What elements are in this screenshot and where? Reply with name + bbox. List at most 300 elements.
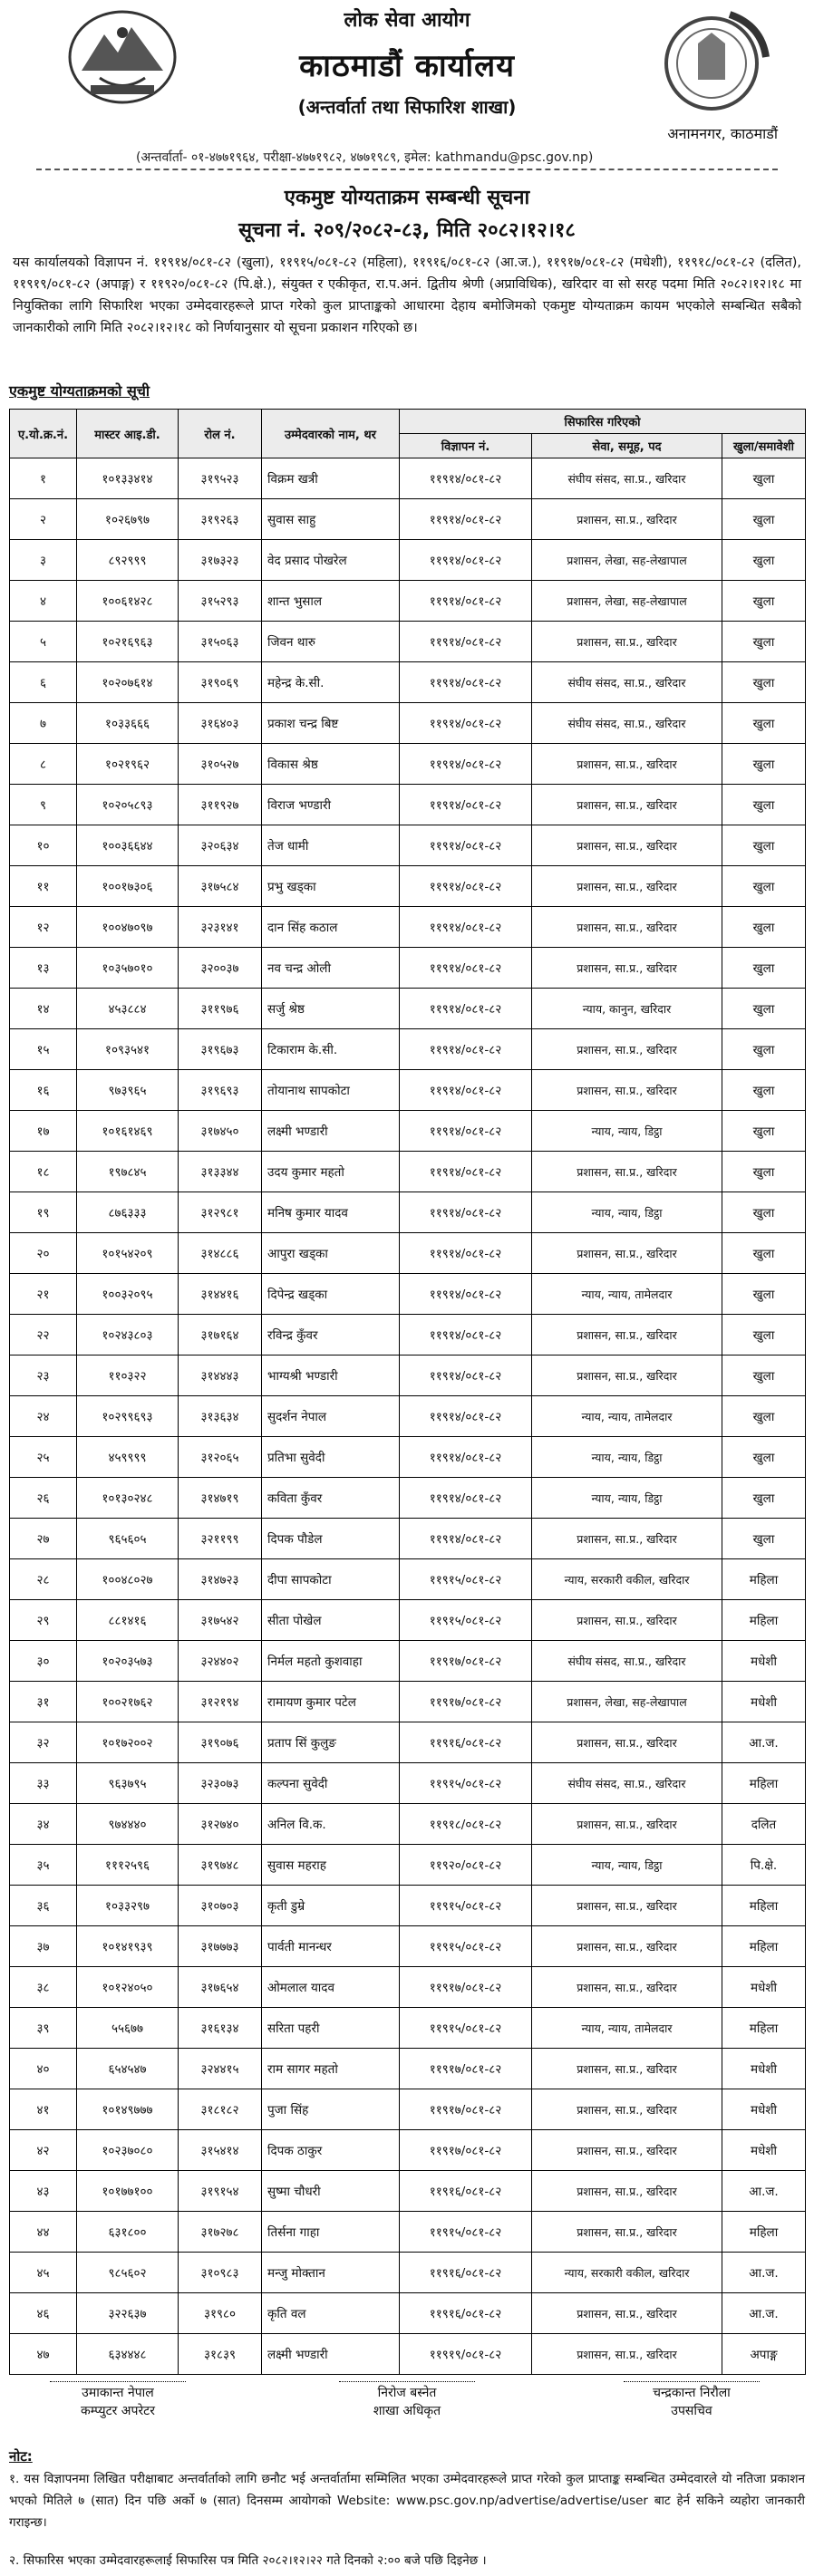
merit-list-body [10,458,806,2375]
cell-master-id: १०२९९६९३ [77,1396,179,1437]
cell-adv: ११९१४/०८१-८२ [400,1192,532,1233]
cell-group: खुला [722,785,806,825]
table-row [10,1070,806,1111]
signature-line [50,2381,186,2382]
cell-master-id: ११०३२२ [77,1356,179,1396]
cell-name: वेद प्रसाद पोखरेल [262,540,400,581]
cell-service: प्रशासन, सा.प्र., खरिदार [532,2130,722,2171]
signatory-name: उमाकान्त नेपाल [82,2386,154,2400]
cell-group: खुला [722,499,806,540]
cell-adv: ११९१४/०८१-८२ [400,825,532,866]
cell-service: संघीय संसद, सा.प्र., खरिदार [532,1763,722,1804]
cell-sn: ९ [10,785,77,825]
cell-service: प्रशासन, सा.प्र., खरिदार [532,2293,722,2334]
cell-group: महिला [722,1600,806,1641]
cell-roll: ३२३०७३ [179,1763,262,1804]
table-row [10,1029,806,1070]
cell-group: आ.ज. [722,2171,806,2212]
table-row [10,458,806,499]
table-row [10,622,806,662]
cell-name: विक्रम खत्री [262,458,400,499]
table-row [10,1600,806,1641]
cell-name: राम सागर महतो [262,2049,400,2089]
cell-group: खुला [722,458,806,499]
cell-roll: ३१५२९३ [179,581,262,622]
cell-group: खुला [722,1233,806,1274]
cell-group: खुला [722,622,806,662]
cell-adv: ११९२०/०८१-८२ [400,1845,532,1886]
cell-name: रामायण कुमार पटेल [262,1682,400,1722]
list-heading: एकमुष्ट योग्यताक्रमको सूची [9,382,150,400]
cell-sn: १५ [10,1029,77,1070]
table-row [10,1478,806,1519]
cell-sn: ५ [10,622,77,662]
cell-name: प्रतिभा सुवेदी [262,1437,400,1478]
cell-group: खुला [722,1437,806,1478]
cell-group: मधेशी [722,1967,806,2008]
cell-service: न्याय, सरकारी वकील, खरिदार [532,2253,722,2293]
cell-service: प्रशासन, सा.प्र., खरिदार [532,1967,722,2008]
cell-sn: १६ [10,1070,77,1111]
signature-block-undersecretary [606,2381,778,2420]
table-row [10,907,806,948]
cell-roll: ३१४४१६ [179,1274,262,1315]
cell-service: न्याय, न्याय, तामेलदार [532,2008,722,2049]
cell-adv: ११९१४/०८१-८२ [400,989,532,1029]
signatory-name: निरोज बस्नेत [377,2386,437,2400]
cell-service: प्रशासन, सा.प्र., खरिदार [532,1804,722,1845]
cell-sn: ३१ [10,1682,77,1722]
cell-adv: ११९१४/०८१-८२ [400,1315,532,1356]
cell-adv: ११९१४/०८१-८२ [400,1152,532,1192]
cell-group: खुला [722,907,806,948]
table-row [10,540,806,581]
cell-group: मधेशी [722,1682,806,1722]
cell-service: प्रशासन, सा.प्र., खरिदार [532,1029,722,1070]
cell-service: न्याय, न्याय, तामेलदार [532,1396,722,1437]
cell-adv: ११९१६/०८१-८२ [400,2171,532,2212]
cell-name: तिर्सना गाहा [262,2212,400,2253]
cell-name: निर्मल महतो कुशवाहा [262,1641,400,1682]
cell-group: पि.क्षे. [722,1845,806,1886]
cell-service: न्याय, न्याय, डिट्ठा [532,1478,722,1519]
cell-service: प्रशासन, सा.प्र., खरिदार [532,1600,722,1641]
cell-roll: ३२११९९ [179,1519,262,1559]
cell-service: प्रशासन, सा.प्र., खरिदार [532,866,722,907]
cell-adv: ११९१४/०८१-८२ [400,785,532,825]
cell-group: खुला [722,1396,806,1437]
cell-master-id: १००४७०९७ [77,907,179,948]
cell-master-id: १०१६१४६९ [77,1111,179,1152]
cell-adv: ११९१७/०८१-८२ [400,2089,532,2130]
cell-adv: ११९१४/०८१-८२ [400,1478,532,1519]
table-row [10,989,806,1029]
notice-body: यस कार्यालयको विज्ञापन नं. ११९१४/०८१-८२ (खुला), ११९१५/०८१-८२ (महिला), ११९१६/०८१-८२ (आ.ज.), ११९१७/०८१-८२ (मधेशी), ११९१८/०८१-८२ (दलित), ११९१९/०८१-८२ (अपाङ्ग) र ११९२०/०८१-८२ (पि.क्षे.), संयुक्त र एकीकृत, रा.प.अनं. द्वितीय श्रेणी (अप्राविधिक), खरिदार वा सो सरह पदमा मिति २०८२।१२।१८ मा नियुक्तिका लागि सिफारिश भएका उम्मेदवारहरूले प्राप्त गरेको कुल प्राप्ताङ्कको आधारमा देहाय बमोजिमको एकमुष्ट योग्यताक्रम कायम भएकोले सम्बन्धित सबैको जानकारीको लागि मिति २०८२।१२।१८ को निर्णयानुसार यो सूचना प्रकाशन गरिएको छ। [13,256,801,335]
cell-roll: ३१४७२३ [179,1559,262,1600]
cell-group: महिला [722,1559,806,1600]
cell-adv: ११९१५/०८१-८२ [400,1926,532,1967]
cell-roll: ३१७५८४ [179,866,262,907]
cell-group: खुला [722,1315,806,1356]
cell-roll: ३२०६३४ [179,825,262,866]
table-row [10,1722,806,1763]
cell-service: प्रशासन, लेखा, सह-लेखापाल [532,581,722,622]
cell-master-id: ६३४४४८ [77,2334,179,2375]
cell-service: न्याय, न्याय, डिट्ठा [532,1192,722,1233]
cell-service: प्रशासन, सा.प्र., खरिदार [532,1315,722,1356]
cell-name: सुष्मा चौधरी [262,2171,400,2212]
col-header-adv: विज्ञापन नं. [400,434,532,458]
cell-sn: ३८ [10,1967,77,2008]
cell-sn: १० [10,825,77,866]
cell-name: प्रकाश चन्द्र बिष्ट [262,703,400,744]
cell-master-id: ६३१८०० [77,2212,179,2253]
cell-sn: २४ [10,1396,77,1437]
cell-name: उदय कुमार महतो [262,1152,400,1192]
cell-master-id: १०१७२००२ [77,1722,179,1763]
cell-group: खुला [722,1274,806,1315]
cell-group: महिला [722,2008,806,2049]
cell-group: खुला [722,1070,806,1111]
cell-master-id: १०१४९७७७ [77,2089,179,2130]
cell-adv: ११९१४/०८१-८२ [400,1070,532,1111]
cell-sn: ४ [10,581,77,622]
cell-master-id: १००६१४२८ [77,581,179,622]
cell-adv: ११९१७/०८१-८२ [400,1967,532,2008]
col-header-service: सेवा, समूह, पद [532,434,722,458]
cell-roll: ३१५०६३ [179,622,262,662]
table-row [10,1274,806,1315]
cell-master-id: १०१३०२४८ [77,1478,179,1519]
merit-list-table [9,409,806,2375]
cell-group: महिला [722,1926,806,1967]
cell-master-id: ५५६७७ [77,2008,179,2049]
table-row [10,581,806,622]
table-row [10,1152,806,1192]
cell-sn: १३ [10,948,77,989]
cell-adv: ११९१६/०८१-८२ [400,2253,532,2293]
cell-sn: ६ [10,662,77,703]
cell-group: खुला [722,1356,806,1396]
cell-roll: ३१०५२७ [179,744,262,785]
cell-adv: ११९१४/०८१-८२ [400,581,532,622]
cell-name: कृती डुम्रे [262,1886,400,1926]
branch-name: (अन्तर्वार्ता तथा सिफारिश शाखा) [297,96,517,118]
cell-sn: ३७ [10,1926,77,1967]
col-header-name: उम्मेदवारको नाम, थर [262,410,400,458]
cell-roll: ३१२९८१ [179,1192,262,1233]
table-row [10,662,806,703]
cell-name: सुवास साहु [262,499,400,540]
cell-service: प्रशासन, सा.प्र., खरिदार [532,907,722,948]
cell-name: दिपेन्द्र खड्का [262,1274,400,1315]
cell-roll: ३१६४०३ [179,703,262,744]
cell-group: खुला [722,948,806,989]
cell-name: कल्पना सुवेदी [262,1763,400,1804]
signatory-title: कम्प्युटर अपरेटर [81,2404,155,2418]
cell-service: प्रशासन, सा.प्र., खरिदार [532,825,722,866]
cell-roll: ३१९२६३ [179,499,262,540]
cell-service: संघीय संसद, सा.प्र., खरिदार [532,703,722,744]
notice-number: सूचना नं. २०९/२०८२-८३, मिति २०८२।१२।१८ [238,219,576,242]
cell-master-id: १११२५९६ [77,1845,179,1886]
cell-group: मधेशी [722,1641,806,1682]
cell-master-id: ९७३९६५ [77,1070,179,1111]
cell-master-id: १०१३३४१४ [77,458,179,499]
cell-adv: ११९१७/०८१-८२ [400,1641,532,1682]
cell-name: तेज धामी [262,825,400,866]
table-row [10,1396,806,1437]
table-row [10,499,806,540]
psc-75-anniversary-logo-icon [644,7,780,116]
cell-roll: ३२३१४१ [179,907,262,948]
cell-group: खुला [722,744,806,785]
cell-service: प्रशासन, सा.प्र., खरिदार [532,2049,722,2089]
cell-service: संघीय संसद, सा.प्र., खरिदार [532,662,722,703]
cell-service: प्रशासन, सा.प्र., खरिदार [532,1519,722,1559]
cell-roll: ३१०७०३ [179,1886,262,1926]
table-row [10,1356,806,1396]
cell-name: रविन्द्र कुँवर [262,1315,400,1356]
office-name: काठमाडौं कार्यालय [299,48,515,84]
cell-adv: ११९१४/०८१-८२ [400,1396,532,1437]
table-row [10,785,806,825]
cell-sn: ११ [10,866,77,907]
cell-name: दिपक ठाकुर [262,2130,400,2171]
cell-master-id: १०२०७६१४ [77,662,179,703]
office-location: अनामनगर, काठमाडौं [667,125,778,142]
cell-roll: ३१९०६९ [179,662,262,703]
cell-adv: ११९१७/०८१-८२ [400,2130,532,2171]
cell-master-id: १०१७७१०० [77,2171,179,2212]
cell-roll: ३१९६९३ [179,1070,262,1111]
col-header-roll: रोल नं. [179,410,262,458]
cell-group: खुला [722,581,806,622]
cell-name: ओमलाल यादव [262,1967,400,2008]
cell-roll: ३१७७७३ [179,1926,262,1967]
table-row [10,866,806,907]
table-row [10,2212,806,2253]
cell-sn: १२ [10,907,77,948]
table-row [10,2293,806,2334]
cell-name: अनिल वि.क. [262,1804,400,1845]
cell-adv: ११९१५/०८१-८२ [400,1559,532,1600]
cell-adv: ११९१४/०८१-८२ [400,622,532,662]
note-1: १. यस विज्ञापनमा लिखित परीक्षाबाट अन्तर्वार्ताको लागि छनौट भई अन्तर्वार्तामा सम्मिलित भएका उम्मेदवारहरूले प्राप्त गरेको कुल प्राप्ताङ्क सम्बन्धित उम्मेदवारले यो नतिजा प्रकाशन भएको मितिले ७ (सात) दिन पछि अर्को ७ (सात) दिनसम्म आयोगको Website: www.psc.gov.np/advertise/advertise/user बाट हेर्न सकिने व्यहोरा जानकारी गराइन्छ। [9,2472,805,2530]
cell-service: प्रशासन, लेखा, सह-लेखापाल [532,540,722,581]
cell-sn: ४२ [10,2130,77,2171]
cell-adv: ११९१५/०८१-८२ [400,1600,532,1641]
col-header-master-id: मास्टर आइ.डी. [77,410,179,458]
cell-service: संघीय संसद, सा.प्र., खरिदार [532,1641,722,1682]
cell-sn: ७ [10,703,77,744]
header-divider [36,169,778,170]
cell-service: न्याय, न्याय, तामेलदार [532,1274,722,1315]
table-row [10,1315,806,1356]
cell-sn: २७ [10,1519,77,1559]
cell-sn: २२ [10,1315,77,1356]
cell-adv: ११९१४/०८१-८२ [400,499,532,540]
cell-service: प्रशासन, सा.प्र., खरिदार [532,2171,722,2212]
table-row [10,1682,806,1722]
cell-sn: २५ [10,1437,77,1478]
cell-name: लक्ष्मी भण्डारी [262,1111,400,1152]
cell-sn: १८ [10,1152,77,1192]
cell-master-id: ६५४५४७ [77,2049,179,2089]
cell-roll: ३१९१५४ [179,2171,262,2212]
note-2: २. सिफारिस भएका उम्मेदवारहरूलाई सिफारिस पत्र मिति २०८२।१२।२२ गते दिनको २:०० बजे पछि दिइनेछ । [9,2553,487,2568]
cell-group: खुला [722,1192,806,1233]
cell-group: खुला [722,1029,806,1070]
cell-master-id: १००१७३०६ [77,866,179,907]
cell-sn: ३२ [10,1722,77,1763]
cell-master-id: ८९२९९९ [77,540,179,581]
cell-master-id: ९६३७९५ [77,1763,179,1804]
cell-sn: १४ [10,989,77,1029]
notice-title: एकमुष्ट योग्यताक्रम सम्बन्धी सूचना [284,187,530,209]
cell-group: दलित [722,1804,806,1845]
cell-name: मन्जु मोक्तान [262,2253,400,2293]
cell-service: प्रशासन, सा.प्र., खरिदार [532,1926,722,1967]
cell-adv: ११९१६/०८१-८२ [400,1722,532,1763]
cell-sn: २६ [10,1478,77,1519]
signature-block-officer [325,2381,489,2420]
cell-name: सुदर्शन नेपाल [262,1396,400,1437]
cell-name: तोयानाथ सापकोटा [262,1070,400,1111]
cell-master-id: ४५९९९९ [77,1437,179,1478]
table-row [10,2089,806,2130]
cell-master-id: १०२०३५७३ [77,1641,179,1682]
cell-group: मधेशी [722,2130,806,2171]
cell-group: मधेशी [722,2049,806,2089]
table-row [10,1519,806,1559]
cell-adv: ११९१४/०८१-८२ [400,458,532,499]
cell-roll: ३१४७१९ [179,1478,262,1519]
table-row [10,948,806,989]
cell-adv: ११९१४/०८१-८२ [400,1274,532,1315]
cell-roll: ३१३३४४ [179,1152,262,1192]
cell-roll: ३१९५२३ [179,458,262,499]
col-header-sn: ए.यो.क्र.नं. [10,410,77,458]
cell-name: जिवन थारु [262,622,400,662]
table-row [10,1111,806,1152]
cell-sn: २० [10,1233,77,1274]
cell-adv: ११९१४/०८१-८२ [400,1519,532,1559]
cell-master-id: ८८१४१६ [77,1600,179,1641]
cell-group: खुला [722,989,806,1029]
cell-name: महेन्द्र के.सी. [262,662,400,703]
table-row [10,2334,806,2375]
table-row [10,1804,806,1845]
cell-service: संघीय संसद, सा.प्र., खरिदार [532,458,722,499]
cell-master-id: ९८५६०२ [77,2253,179,2293]
cell-sn: १७ [10,1111,77,1152]
notes-title: नोट: [9,2448,33,2465]
cell-name: प्रभु खड्का [262,866,400,907]
cell-adv: ११९१४/०८१-८२ [400,948,532,989]
cell-roll: ३११९२७ [179,785,262,825]
cell-service: प्रशासन, सा.प्र., खरिदार [532,1152,722,1192]
cell-master-id: ९६५६०५ [77,1519,179,1559]
cell-sn: ३६ [10,1886,77,1926]
cell-service: न्याय, न्याय, डिट्ठा [532,1437,722,1478]
cell-roll: ३१८१८२ [179,2089,262,2130]
cell-master-id: १०३३६६६ [77,703,179,744]
cell-sn: १९ [10,1192,77,1233]
table-row [10,2008,806,2049]
cell-service: प्रशासन, सा.प्र., खरिदार [532,622,722,662]
cell-adv: ११९१४/०८१-८२ [400,1356,532,1396]
cell-master-id: १०३५७०१० [77,948,179,989]
cell-adv: ११९१४/०८१-८२ [400,703,532,744]
cell-group: आ.ज. [722,2253,806,2293]
cell-roll: ३१७३२३ [179,540,262,581]
cell-group: खुला [722,1152,806,1192]
cell-adv: ११९१५/०८१-८२ [400,1763,532,1804]
table-row [10,1192,806,1233]
cell-sn: ४१ [10,2089,77,2130]
signatory-title: शाखा अधिकृत [373,2404,441,2418]
cell-group: मधेशी [722,2089,806,2130]
cell-sn: २८ [10,1559,77,1600]
cell-sn: २१ [10,1274,77,1315]
cell-roll: ३१०९८३ [179,2253,262,2293]
cell-roll: ३१६१३४ [179,2008,262,2049]
cell-group: खुला [722,540,806,581]
cell-master-id: ३२२६३७ [77,2293,179,2334]
cell-adv: ११९१७/०८१-८२ [400,2049,532,2089]
cell-roll: ३१२०६५ [179,1437,262,1478]
cell-roll: ३१२१९४ [179,1682,262,1722]
cell-sn: ३५ [10,1845,77,1886]
cell-name: लक्ष्मी भण्डारी [262,2334,400,2375]
cell-roll: ३१३६३४ [179,1396,262,1437]
table-row [10,1559,806,1600]
table-row [10,1967,806,2008]
cell-name: आपुरा खड्का [262,1233,400,1274]
cell-master-id: ९७४४४० [77,1804,179,1845]
cell-group: खुला [722,866,806,907]
cell-master-id: १०२०५८९३ [77,785,179,825]
cell-sn: ३ [10,540,77,581]
cell-sn: ४० [10,2049,77,2089]
cell-adv: ११९१९/०८१-८२ [400,2334,532,2375]
cell-group: महिला [722,1763,806,1804]
cell-roll: ३१७४५० [179,1111,262,1152]
table-row [10,2171,806,2212]
cell-master-id: १९७८४५ [77,1152,179,1192]
cell-roll: ३१९०७६ [179,1722,262,1763]
cell-adv: ११९१४/०८१-८२ [400,1111,532,1152]
cell-name: दान सिंह कठाल [262,907,400,948]
cell-roll: ३१९७४८ [179,1845,262,1886]
cell-adv: ११९१४/०८१-८२ [400,1233,532,1274]
cell-group: खुला [722,1111,806,1152]
cell-service: न्याय, न्याय, डिट्ठा [532,1111,722,1152]
cell-name: प्रताप सिं कुलुङ [262,1722,400,1763]
cell-master-id: १००४८०२७ [77,1559,179,1600]
table-row [10,744,806,785]
cell-name: सुवास महराह [262,1845,400,1886]
cell-service: प्रशासन, सा.प्र., खरिदार [532,1070,722,1111]
table-row [10,1233,806,1274]
cell-adv: ११९१४/०८१-८२ [400,1029,532,1070]
cell-roll: ३१७६५४ [179,1967,262,2008]
cell-roll: ३११९७६ [179,989,262,1029]
cell-sn: ३४ [10,1804,77,1845]
cell-roll: ३१२७४० [179,1804,262,1845]
cell-adv: ११९१४/०८१-८२ [400,540,532,581]
